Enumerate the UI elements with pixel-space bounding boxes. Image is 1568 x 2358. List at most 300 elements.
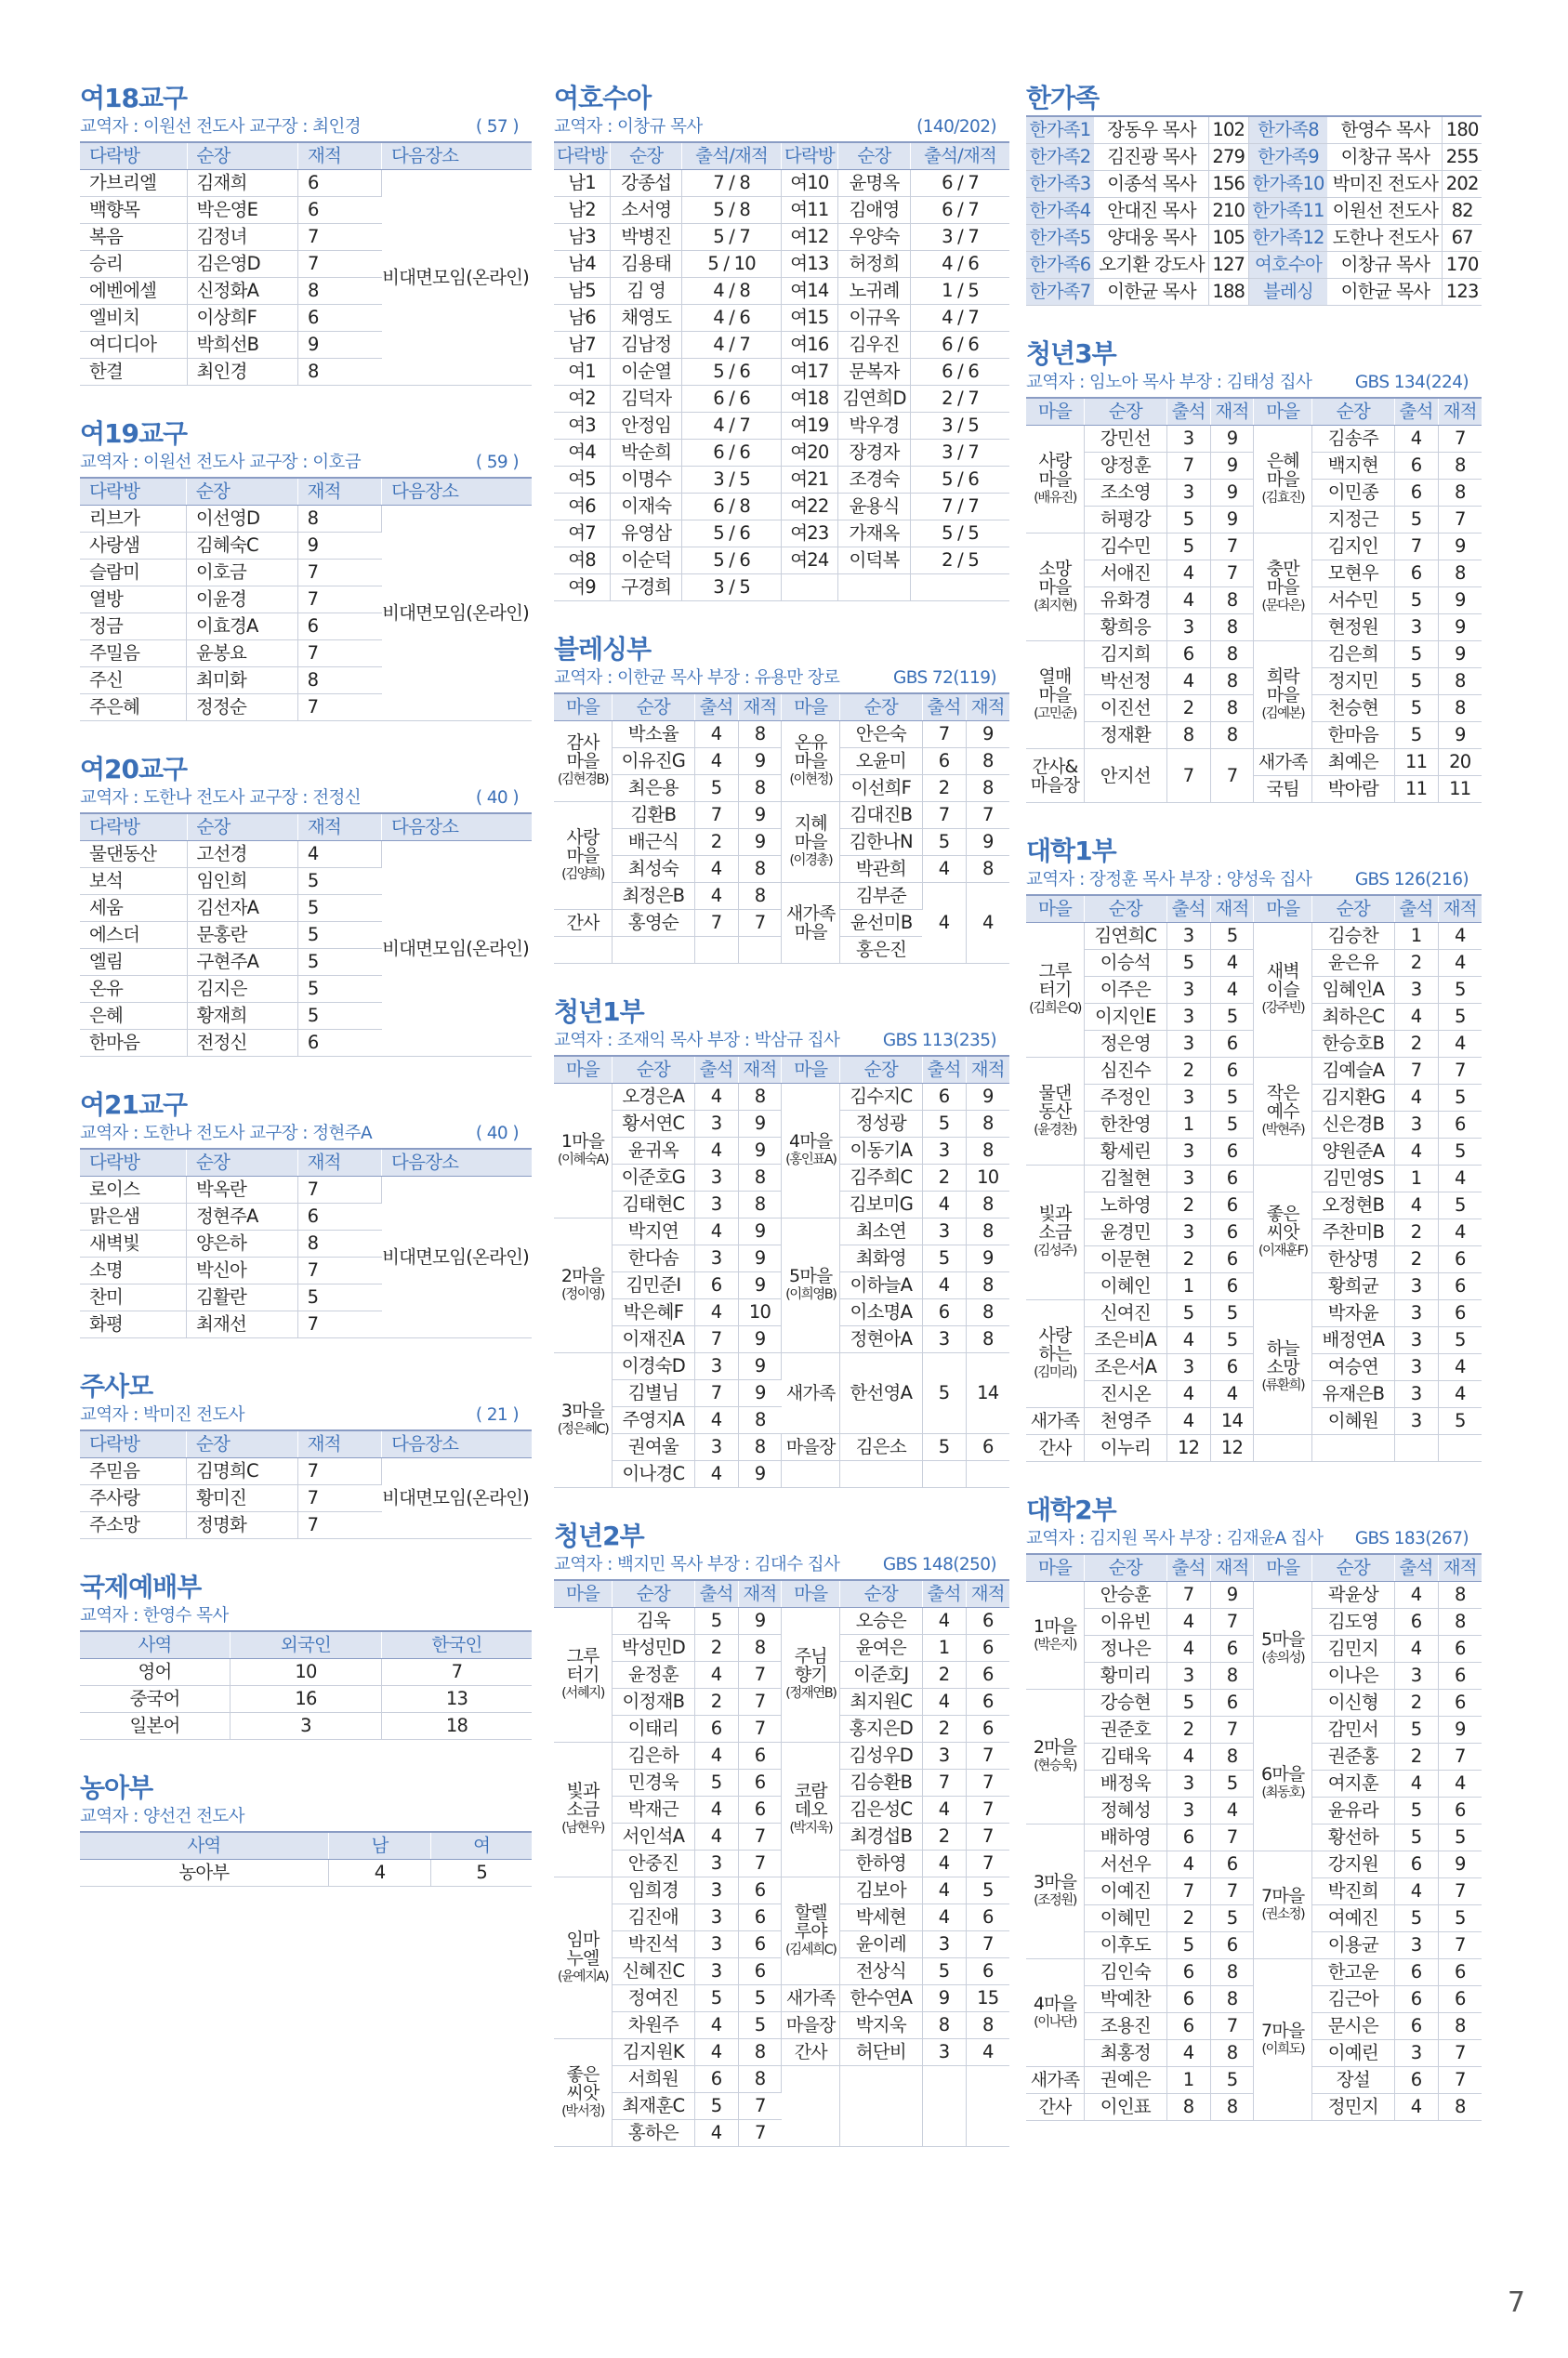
leader-cell: 박예찬 <box>1085 1986 1167 2013</box>
table-cell: 4 <box>297 841 381 868</box>
table-row <box>1026 1166 1482 1192</box>
intl-title: 국제예배부 <box>80 1572 202 1602</box>
enrolled-cell: 7 <box>1210 1717 1254 1744</box>
village-leader: (정은혜C) <box>557 1422 609 1437</box>
column-header: 재적 <box>738 1056 782 1084</box>
table-row <box>554 251 1009 278</box>
village-leader: (강주빈) <box>1261 1001 1305 1016</box>
table-cell: 남5 <box>554 278 611 305</box>
village-label: 빛과 소금 <box>566 1781 600 1820</box>
column-header: 마을 <box>1254 1554 1312 1582</box>
leader-cell: 박진희 <box>1312 1878 1395 1905</box>
enrolled-cell: 7 <box>738 1689 782 1716</box>
leader-cell: 한하영 <box>840 1851 923 1877</box>
table-row <box>554 467 1009 494</box>
table-cell: 이명수 <box>611 467 682 494</box>
village-label: 3마을 <box>560 1401 605 1421</box>
enrolled-cell: 11 <box>1438 776 1482 803</box>
table-cell: 102 <box>1208 116 1248 144</box>
table-row <box>554 1353 1009 1380</box>
table-cell: 여9 <box>554 574 611 601</box>
yeo20-section <box>80 753 532 1057</box>
enrolled-cell: 9 <box>738 1138 782 1165</box>
enrolled-cell: 5 <box>966 1877 1009 1904</box>
leader-cell: 한승호B <box>1312 1031 1395 1058</box>
village-label: 간사&마을장 <box>1030 756 1080 796</box>
enrolled-cell: 7 <box>1438 1878 1482 1905</box>
leader-cell: 박진석 <box>613 1931 695 1958</box>
enrolled-cell: 7 <box>966 1797 1009 1824</box>
attendance-cell: 1 <box>1166 1273 1210 1300</box>
family-name: 한가족11 <box>1248 198 1328 225</box>
youth1-staff-line <box>554 1029 1009 1053</box>
leader-cell: 권예은 <box>1085 2067 1167 2094</box>
youth1-table <box>554 1055 1009 1488</box>
leader-cell: 김연희C <box>1085 923 1167 950</box>
table-cell: 여14 <box>781 278 837 305</box>
table-cell: 4 / 7 <box>682 332 781 359</box>
youth3-section <box>1026 337 1482 803</box>
table-cell: 박신아 <box>186 1258 297 1284</box>
attendance-cell: 1 <box>1394 923 1438 950</box>
attendance-cell: 7 <box>1166 453 1210 480</box>
column-header: 재적 <box>1210 895 1254 923</box>
leader-cell: 김욱 <box>613 1608 695 1635</box>
leader-cell: 강승현 <box>1085 1690 1167 1717</box>
table-cell: 이덕복 <box>837 547 910 574</box>
village-name <box>1026 1690 1085 1824</box>
enrolled-cell: 6 <box>1210 1031 1254 1058</box>
leader-cell: 곽윤상 <box>1312 1582 1395 1609</box>
leader-cell: 이선희F <box>840 775 923 802</box>
table-row <box>1026 1851 1482 1878</box>
attendance-cell: 5 <box>1394 695 1438 722</box>
village-label: 7마을 <box>1261 2020 1305 2041</box>
table-cell: 김정녀 <box>187 224 297 251</box>
enrolled-cell: 8 <box>1438 2094 1482 2121</box>
village-label: 1마을 <box>560 1131 605 1152</box>
leader-cell: 조은서A <box>1085 1354 1167 1381</box>
leader-cell: 주정인 <box>1085 1085 1167 1112</box>
village-label: 은혜 마을 <box>1266 450 1299 490</box>
table-cell: 7 <box>297 1311 381 1338</box>
village-label: 4마을 <box>789 1131 833 1152</box>
leader-cell: 이용균 <box>1312 1932 1395 1959</box>
village-name <box>782 2039 840 2066</box>
table-cell: 6 / 6 <box>682 440 781 467</box>
univ1-count: GBS 126(216) <box>1354 870 1469 889</box>
table-cell: 이호금 <box>186 560 297 586</box>
attendance-cell: 3 <box>694 1851 738 1877</box>
enrolled-cell: 8 <box>966 1192 1009 1219</box>
enrolled-cell: 12 <box>1210 1435 1254 1462</box>
univ2-title: 대학2부 <box>1026 1495 1116 1525</box>
enrolled-cell: 9 <box>1210 453 1254 480</box>
leader-cell: 윤유라 <box>1312 1798 1395 1824</box>
village-name <box>1254 641 1312 749</box>
attendance-cell: 3 <box>1394 1932 1438 1959</box>
enrolled-cell: 8 <box>966 1326 1009 1353</box>
enrolled-cell: 9 <box>1438 587 1482 614</box>
table-cell: 7 / 7 <box>911 494 1009 520</box>
village-leader: (조정원) <box>1034 1893 1076 1908</box>
table-row <box>80 1686 532 1713</box>
table-cell: 6 / 7 <box>911 170 1009 197</box>
table-cell: 노귀례 <box>837 278 910 305</box>
enrolled-cell: 8 <box>1438 560 1482 587</box>
univ2-count: GBS 183(267) <box>1354 1529 1469 1548</box>
univ1-staff-line <box>1026 868 1482 892</box>
column-header: 다락방 <box>80 142 187 170</box>
table-row <box>80 1713 532 1740</box>
univ2-staff-line <box>1026 1527 1482 1551</box>
table-row <box>1026 1058 1482 1085</box>
table-row <box>1026 144 1482 171</box>
leader-cell: 최하은C <box>1312 1004 1395 1031</box>
attendance-cell: 3 <box>922 2039 966 2066</box>
table-cell: 박병진 <box>611 224 682 251</box>
column-header: 마을 <box>782 693 840 721</box>
leader-cell: 백지현 <box>1312 453 1395 480</box>
village-label: 간사 <box>1038 2097 1072 2117</box>
attendance-cell: 2 <box>1394 1744 1438 1771</box>
table-cell: 정정순 <box>186 694 297 721</box>
table-cell: 이종석 목사 <box>1095 171 1209 198</box>
table-cell: 3 / 7 <box>911 440 1009 467</box>
empty-cell <box>966 2066 1009 2147</box>
yeohosua-count: (140/202) <box>916 117 996 137</box>
enrolled-cell: 6 <box>738 1931 782 1958</box>
right-column <box>1026 82 1482 2153</box>
table-cell: 255 <box>1443 144 1482 171</box>
univ1-title: 대학1부 <box>1026 836 1116 866</box>
bless-staff-line <box>554 666 1009 691</box>
enrolled-cell: 6 <box>966 1635 1009 1662</box>
enrolled-cell: 5 <box>1438 1408 1482 1435</box>
table-row <box>554 1084 1009 1111</box>
column-header: 재적 <box>1438 1554 1482 1582</box>
leader-cell: 이정재B <box>613 1689 695 1716</box>
table-cell: 사랑샘 <box>80 533 186 560</box>
column-header: 출석 <box>1394 1554 1438 1582</box>
enrolled-cell: 8 <box>1438 480 1482 507</box>
leader-cell: 권준홍 <box>1312 1744 1395 1771</box>
table-cell: 이순덕 <box>611 547 682 574</box>
yeo19-table <box>80 477 532 721</box>
attendance-cell: 3 <box>1394 1663 1438 1690</box>
village-leader: (이현정) <box>789 772 833 787</box>
table-cell: 5 <box>297 868 381 895</box>
village-name <box>782 1877 840 1985</box>
enrolled-cell: 10 <box>738 1299 782 1326</box>
table-cell: 여19 <box>781 413 837 440</box>
empty-cell <box>922 1461 966 1488</box>
youth1-title: 청년1부 <box>554 996 644 1027</box>
table-cell: 7 <box>297 1177 381 1204</box>
enrolled-cell: 6 <box>1438 1986 1482 2013</box>
village-name <box>782 721 840 802</box>
attendance-cell: 2 <box>694 1689 738 1716</box>
enrolled-cell: 5 <box>1210 1004 1254 1031</box>
intl-section <box>80 1571 532 1740</box>
table-row <box>554 440 1009 467</box>
table-cell: 물댄동산 <box>80 841 187 868</box>
attendance-cell: 4 <box>1166 1381 1210 1408</box>
attendance-cell: 5 <box>922 1353 966 1434</box>
leader-cell: 정지민 <box>1312 668 1395 695</box>
leader-cell: 김철현 <box>1085 1166 1167 1192</box>
table-row <box>1026 279 1482 306</box>
table-cell: 찬미 <box>80 1284 186 1311</box>
attendance-cell: 5 <box>1166 950 1210 977</box>
leader-cell: 최화영 <box>840 1245 923 1272</box>
column-header: 다음장소 <box>382 1430 532 1458</box>
univ2-section <box>1026 1494 1482 2121</box>
column-header: 출석/재적 <box>911 142 1009 170</box>
table-cell: 여10 <box>781 170 837 197</box>
table-cell: 김용태 <box>611 251 682 278</box>
leader-cell: 김진애 <box>613 1904 695 1931</box>
attendance-cell: 2 <box>922 1662 966 1689</box>
table-row <box>80 1860 532 1887</box>
table-cell: 에스더 <box>80 922 187 949</box>
leader-cell: 황세린 <box>1085 1139 1167 1166</box>
column-header: 출석 <box>1394 398 1438 426</box>
attendance-cell: 7 <box>1394 1058 1438 1085</box>
table-cell: 여24 <box>781 547 837 574</box>
attendance-cell: 5 <box>694 775 738 802</box>
leader-cell: 이준호J <box>840 1662 923 1689</box>
leader-cell: 이진선 <box>1085 695 1167 722</box>
table-cell: 여디디아 <box>80 332 187 359</box>
leader-cell: 이나경C <box>613 1461 695 1488</box>
attendance-cell: 4 <box>694 1138 738 1165</box>
attendance-cell: 3 <box>1166 1166 1210 1192</box>
enrolled-cell: 9 <box>738 802 782 829</box>
table-cell: 가브리엘 <box>80 170 187 197</box>
attendance-cell: 2 <box>1166 1058 1210 1085</box>
leader-cell: 최은용 <box>613 775 695 802</box>
table-cell: 여8 <box>554 547 611 574</box>
enrolled-cell: 9 <box>1438 722 1482 749</box>
table-cell: 백향목 <box>80 197 187 224</box>
table-cell: 여15 <box>781 305 837 332</box>
enrolled-cell: 8 <box>1210 1663 1254 1690</box>
leader-cell: 한고운 <box>1312 1959 1395 1986</box>
table-cell: 세움 <box>80 895 187 922</box>
enrolled-cell: 14 <box>1210 1408 1254 1435</box>
column-header: 재적 <box>297 813 381 841</box>
table-row <box>554 494 1009 520</box>
leader-cell: 김인숙 <box>1085 1959 1167 1986</box>
attendance-cell: 4 <box>1394 1771 1438 1798</box>
leader-cell: 홍영순 <box>613 910 695 937</box>
table-cell: 박미진 전도사 <box>1328 171 1443 198</box>
column-header: 순장 <box>840 693 923 721</box>
table-cell: 7 <box>297 560 381 586</box>
table-row <box>1026 171 1482 198</box>
attendance-cell: 1 <box>1166 2067 1210 2094</box>
enrolled-cell: 7 <box>966 1770 1009 1797</box>
enrolled-cell: 6 <box>738 1958 782 1985</box>
table-cell: 5 <box>297 949 381 976</box>
table-cell: 67 <box>1443 225 1482 252</box>
enrolled-cell: 8 <box>966 1138 1009 1165</box>
village-name <box>554 1353 613 1488</box>
attendance-cell: 7 <box>922 721 966 748</box>
attendance-cell: 5 <box>1394 1717 1438 1744</box>
attendance-cell: 3 <box>1166 923 1210 950</box>
table-cell: 복음 <box>80 224 187 251</box>
attendance-cell: 4 <box>922 883 966 964</box>
attendance-cell: 3 <box>694 1245 738 1272</box>
attendance-cell: 4 <box>694 1797 738 1824</box>
enrolled-cell: 5 <box>1438 1139 1482 1166</box>
enrolled-cell: 4 <box>966 883 1009 964</box>
leader-cell: 박소율 <box>613 721 695 748</box>
table-cell: 윤봉요 <box>186 640 297 667</box>
attendance-cell: 3 <box>1166 426 1210 453</box>
leader-cell: 오윤미 <box>840 748 923 775</box>
leader-cell: 김예슬A <box>1312 1058 1395 1085</box>
attendance-cell: 5 <box>1166 1690 1210 1717</box>
table-cell: 6 / 6 <box>911 359 1009 386</box>
village-name <box>782 1353 840 1434</box>
leader-cell: 이누리 <box>1085 1435 1167 1462</box>
column-header: 재적 <box>966 693 1009 721</box>
attendance-cell: 4 <box>1394 1636 1438 1663</box>
table-cell: 소서영 <box>611 197 682 224</box>
enrolled-cell: 6 <box>966 1689 1009 1716</box>
enrolled-cell: 7 <box>966 802 1009 829</box>
table-cell: 주믿음 <box>80 1458 186 1485</box>
leader-cell: 정현아A <box>840 1326 923 1353</box>
enrolled-cell: 4 <box>1438 923 1482 950</box>
leader-cell: 김한나N <box>840 829 923 856</box>
table-cell: 170 <box>1443 252 1482 279</box>
enrolled-cell: 8 <box>1210 641 1254 668</box>
table-row <box>554 413 1009 440</box>
leader-cell: 이혜인 <box>1085 1273 1167 1300</box>
enrolled-cell: 5 <box>738 1985 782 2012</box>
enrolled-cell: 6 <box>1210 1219 1254 1246</box>
column-header: 출석 <box>922 693 966 721</box>
attendance-cell: 3 <box>1166 1219 1210 1246</box>
column-header: 순장 <box>837 142 910 170</box>
enrolled-cell: 7 <box>1438 1058 1482 1085</box>
attendance-cell: 4 <box>922 1904 966 1931</box>
village-label: 온유 마을 <box>794 732 827 771</box>
table-cell: 도한나 전도사 <box>1328 225 1443 252</box>
leader-cell: 이혜민 <box>1085 1905 1167 1932</box>
empty-cell <box>840 1461 923 1488</box>
family-name: 한가족2 <box>1026 144 1095 171</box>
table-cell: 5 / 5 <box>911 520 1009 547</box>
leader-cell: 김보아 <box>840 1877 923 1904</box>
table-cell: 허정희 <box>837 251 910 278</box>
attendance-cell: 4 <box>1394 426 1438 453</box>
leader-cell: 김별님 <box>613 1380 695 1407</box>
enrolled-cell: 8 <box>1438 453 1482 480</box>
table-cell: 황재희 <box>187 1003 297 1030</box>
table-cell: 장경자 <box>837 440 910 467</box>
village-name <box>1254 1582 1312 1717</box>
enrolled-cell: 6 <box>1438 1273 1482 1300</box>
attendance-cell: 4 <box>922 1689 966 1716</box>
youth2-table <box>554 1579 1009 2147</box>
leader-cell: 홍하은 <box>613 2120 695 2147</box>
attendance-cell: 6 <box>1166 1824 1210 1851</box>
enrolled-cell: 7 <box>1210 1878 1254 1905</box>
village-name <box>1026 1300 1085 1408</box>
leader-cell: 김승찬 <box>1312 923 1395 950</box>
village-leader: (최지현) <box>1034 598 1076 613</box>
leader-cell: 박은혜F <box>613 1299 695 1326</box>
table-cell: 김지은 <box>187 976 297 1003</box>
attendance-cell: 7 <box>694 1380 738 1407</box>
enrolled-cell: 7 <box>1210 1824 1254 1851</box>
attendance-cell: 4 <box>922 1877 966 1904</box>
table-cell: 16 <box>231 1686 382 1713</box>
table-cell: 7 <box>297 586 381 613</box>
attendance-cell: 3 <box>694 1958 738 1985</box>
enrolled-cell: 7 <box>1438 1744 1482 1771</box>
leader-cell: 박자윤 <box>1312 1300 1395 1327</box>
enrolled-cell: 9 <box>738 1326 782 1353</box>
attendance-cell: 2 <box>1166 1246 1210 1273</box>
column-header: 순장 <box>840 1580 923 1608</box>
column-header: 순장 <box>186 1149 297 1177</box>
column-header: 마을 <box>554 1056 613 1084</box>
table-cell: 주사랑 <box>80 1485 186 1512</box>
yeo21-staff: 교역자 : 도한나 전도사 교구장 : 정현주A <box>80 1124 373 1143</box>
enrolled-cell: 9 <box>738 1380 782 1407</box>
table-cell: 13 <box>381 1686 532 1713</box>
yeo18-count: ( 57 ) <box>475 117 519 137</box>
attendance-cell: 4 <box>694 1824 738 1851</box>
table-cell: 여21 <box>781 467 837 494</box>
attendance-cell: 2 <box>922 1165 966 1192</box>
jusamo-staff: 교역자 : 박미진 전도사 <box>80 1405 244 1425</box>
village-leader: (김양희) <box>561 866 604 882</box>
leader-cell: 조용진 <box>1085 2013 1167 2040</box>
village-leader: (박현주) <box>1261 1122 1305 1138</box>
table-cell: 188 <box>1208 279 1248 306</box>
enrolled-cell: 9 <box>1438 1717 1482 1744</box>
village-name <box>554 1084 613 1219</box>
family-name: 한가족5 <box>1026 225 1095 252</box>
attendance-cell: 8 <box>1166 722 1210 749</box>
attendance-cell: 5 <box>1166 1932 1210 1959</box>
enrolled-cell: 6 <box>1210 1273 1254 1300</box>
enrolled-cell: 7 <box>738 910 782 937</box>
column-header: 순장 <box>1312 895 1395 923</box>
attendance-cell: 1 <box>1166 1112 1210 1139</box>
youth1-staff: 교역자 : 조재익 목사 부장 : 박삼규 집사 <box>554 1031 840 1050</box>
table-cell: 남3 <box>554 224 611 251</box>
column-header: 재적 <box>738 693 782 721</box>
farm-table <box>80 1831 532 1887</box>
leader-cell: 이승석 <box>1085 950 1167 977</box>
attendance-cell: 5 <box>922 1111 966 1138</box>
table-row <box>554 278 1009 305</box>
enrolled-cell: 6 <box>738 1904 782 1931</box>
table-cell: 9 <box>297 332 381 359</box>
village-label: 좋은 씨앗 <box>566 2063 600 2103</box>
attendance-cell: 4 <box>694 748 738 775</box>
enrolled-cell: 5 <box>1210 923 1254 950</box>
enrolled-cell: 6 <box>1210 1166 1254 1192</box>
